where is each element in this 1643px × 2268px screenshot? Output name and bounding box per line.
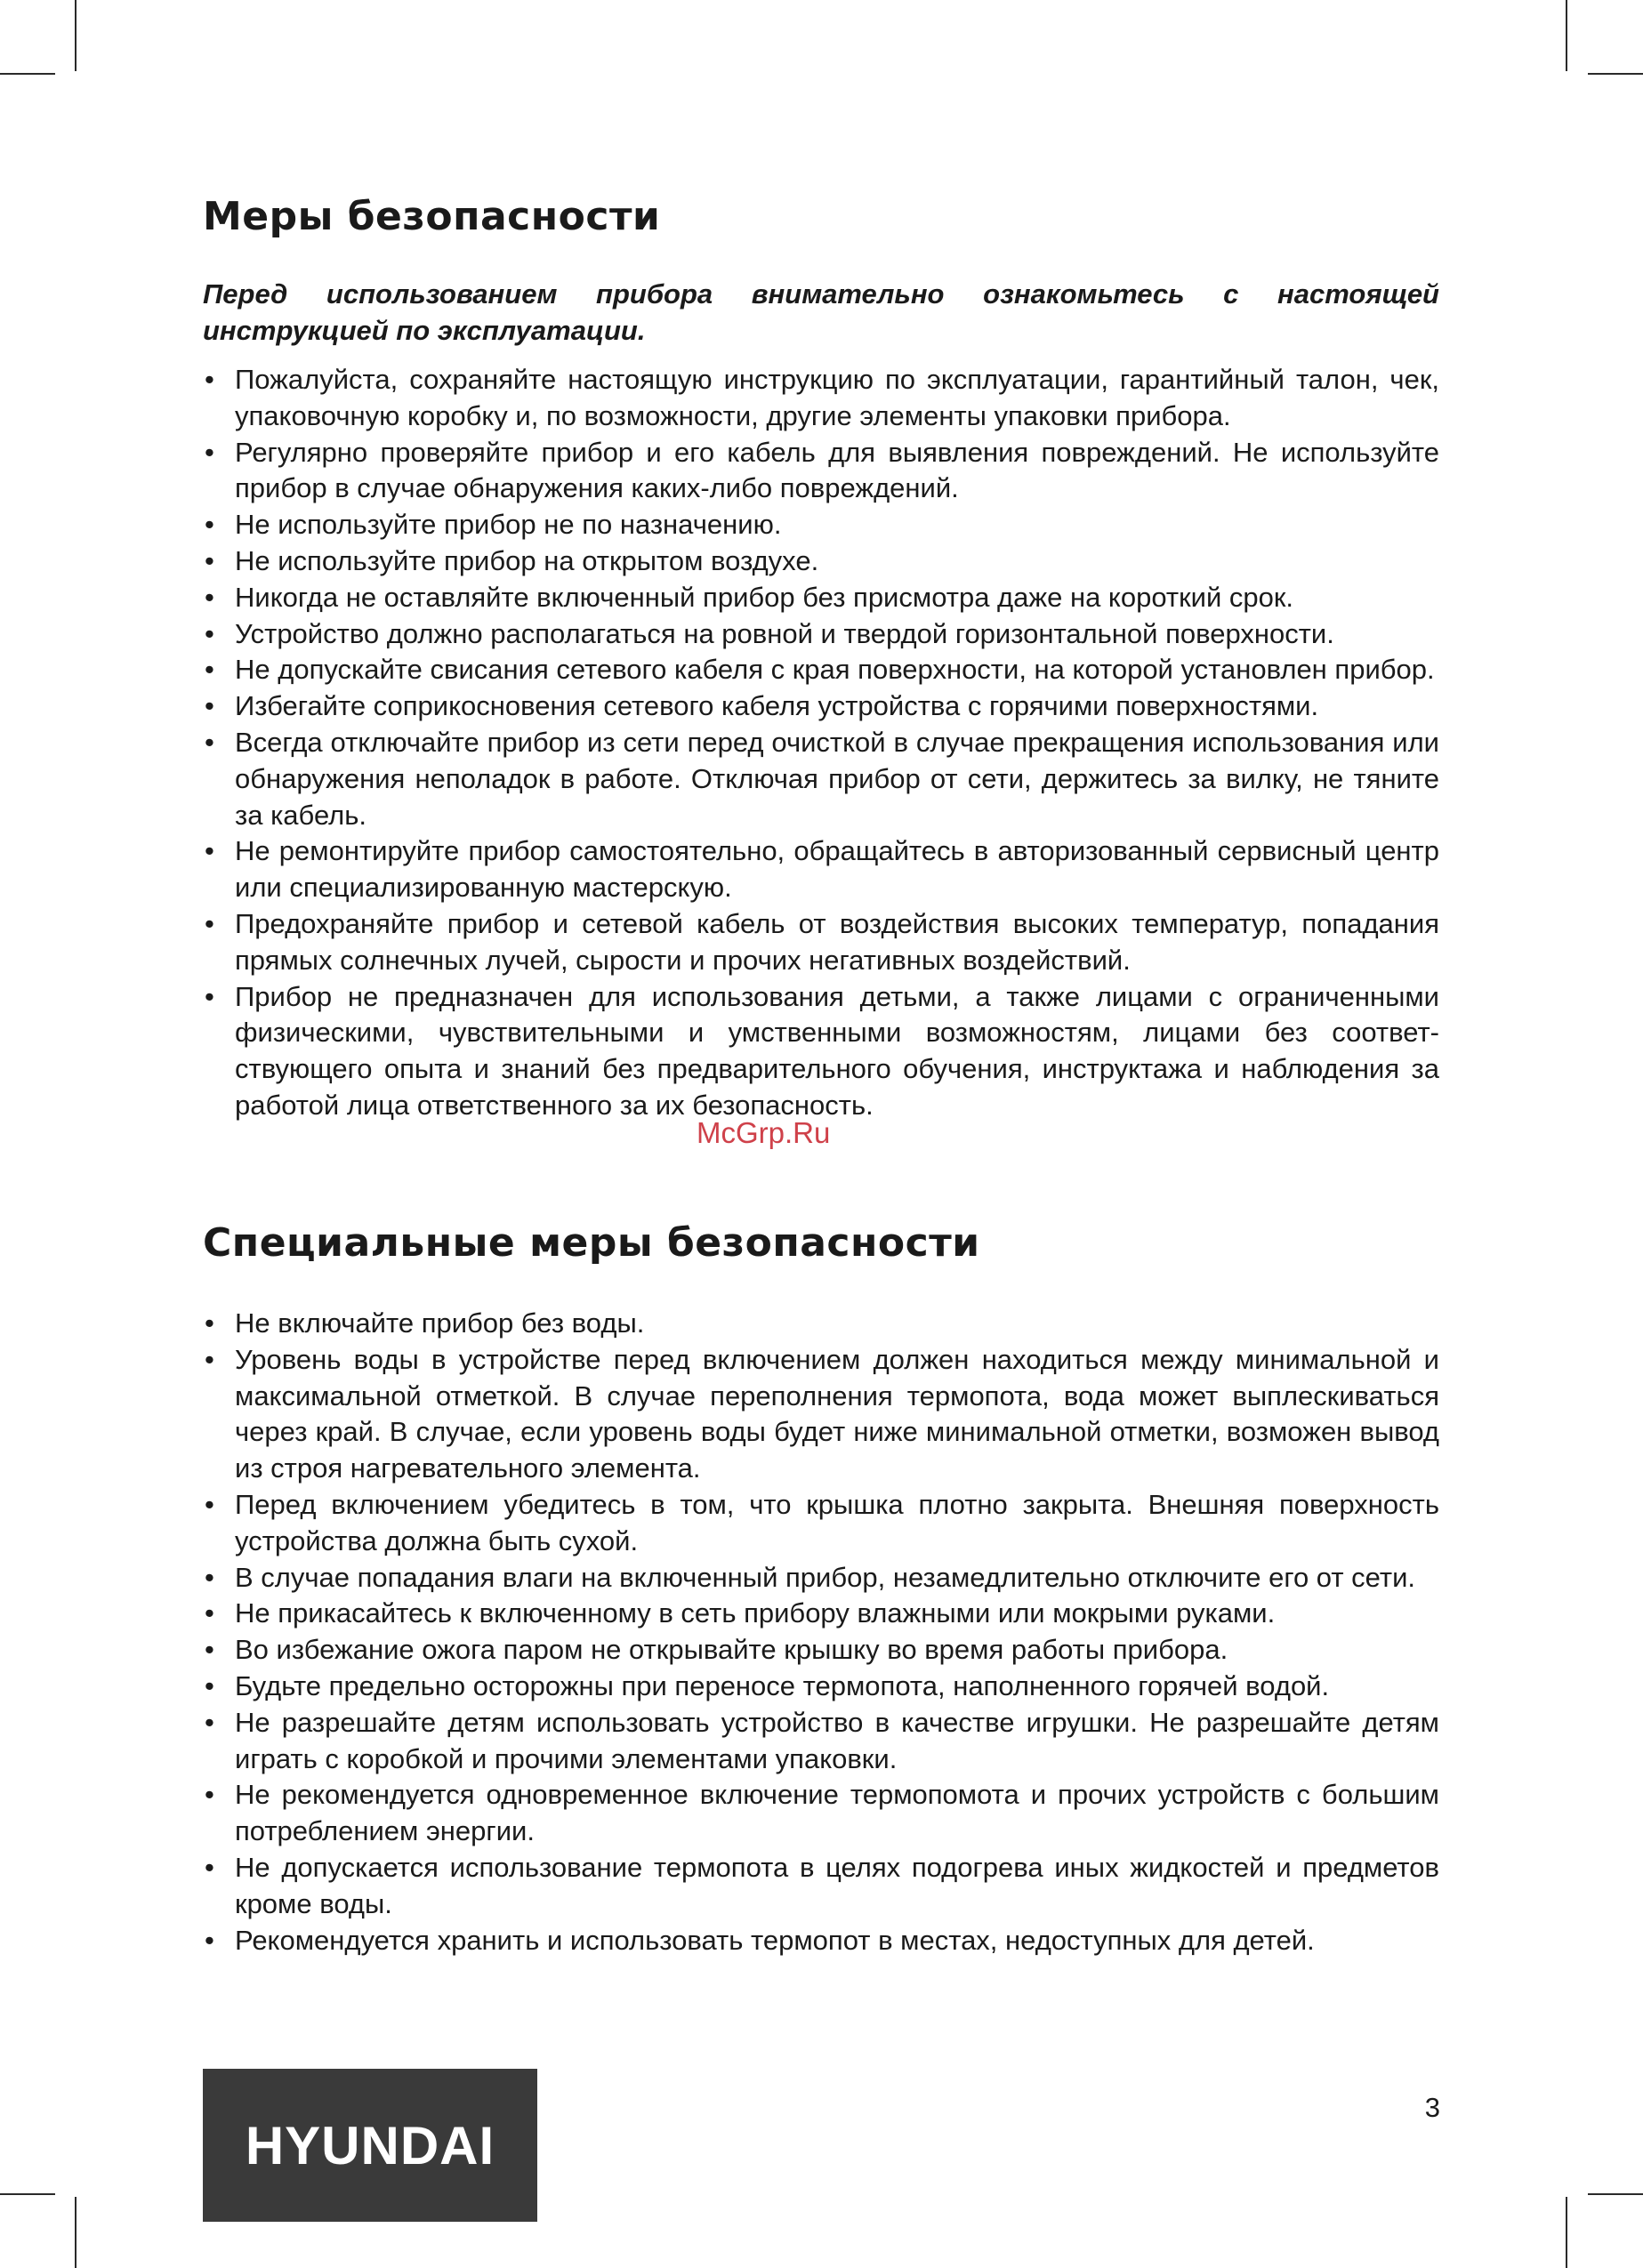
watermark: McGrp.Ru [697,1116,831,1149]
bullet-icon: • [205,1924,214,1956]
bullet-icon: • [205,617,214,649]
crop-mark [0,2193,55,2195]
list-item [203,1632,1439,1669]
crop-mark [75,2197,77,2268]
list-item-text: Прибор не предназначен для использования детьми, а также лицами с ограниченными физическими, чувствительными и умственными возможностям, лицами без соответствующего опыта и знаний без предварительного обучения, инструктажа и наблюдения за работой лица ответственного за их безопасность. [235,980,1439,1121]
list-item [203,616,1439,653]
bullet-icon: • [205,436,214,468]
bullet-icon: • [205,581,214,613]
crop-mark [0,73,55,75]
list-item-text: Рекомендуется хранить и использовать термопот в местах, недоступных для детей. [235,1924,1315,1956]
list-item-text: Не ремонтируйте прибор самостоятельно, обращайтесь в авторизованный сервисный центр или специализированную мастерскую. [235,835,1439,904]
bullet-icon: • [205,980,214,1012]
list-item-text: Не допускайте свисания сетевого кабеля с края поверхности, на которой установлен прибор. [235,654,1435,686]
bullet-icon: • [205,1488,214,1520]
list-item [203,688,1439,725]
list-item [203,652,1439,688]
list-item-text: Уровень воды в устройстве перед включением должен находиться между минимальной и максимальной отметкой. В случае переполнения термопота, вода может выплескиваться через край. В случае, если уровень воды будет ниже минимальной отметки, возможен вывод из строя нагревательного элемента. [235,1343,1439,1484]
crop-mark [75,0,77,71]
bullet-icon: • [205,1634,214,1666]
list-item [203,906,1439,979]
bullet-icon: • [205,1706,214,1738]
bullet-icon: • [205,1307,214,1339]
bullet-icon: • [205,690,214,722]
crop-mark [1588,2193,1643,2195]
brand-logo-text: HYUNDAI [245,2115,495,2176]
bullet-icon: • [205,1669,214,1701]
list-item-text: Не рекомендуется одновременное включение термопомота и прочих устройств с большим потреблением энергии. [235,1779,1439,1847]
list-item-text: Не допускается использование термопота в целях подогрева иных жидкостей и предметов кроме воды. [235,1851,1439,1919]
bullet-icon: • [205,544,214,576]
list-item-text: Не используйте прибор не по назначению. [235,509,782,541]
list-item [203,1596,1439,1632]
list-item-text: Избегайте соприкосновения сетевого кабеля устройства с горячими поверхностями. [235,690,1319,722]
list-item-text: Будьте предельно осторожны при переносе термопота, наполненного горячей водой. [235,1669,1330,1701]
list-item-text: Никогда не оставляйте включенный прибор без присмотра даже на короткий срок. [235,581,1294,613]
page-number: 3 [1424,2092,1440,2123]
list-item-text: Не включайте прибор без воды. [235,1307,645,1339]
list-item [203,507,1439,543]
list-item [203,435,1439,508]
special-safety-list [203,1306,1439,1958]
list-item [203,1705,1439,1778]
list-item-text: В случае попадания влаги на включенный прибор, незамедлительно отключите его от сети. [235,1561,1416,1593]
bullet-icon: • [205,835,214,867]
list-item [203,1306,1439,1342]
bullet-icon: • [205,726,214,758]
bullet-icon: • [205,1561,214,1593]
list-item [203,725,1439,833]
list-item [203,833,1439,906]
list-item [203,1560,1439,1596]
bullet-icon: • [205,1779,214,1811]
list-item [203,1923,1439,1959]
crop-mark [1566,2197,1567,2268]
special-section-title: Специальные меры безопасности [203,1220,980,1266]
list-item-text: Устройство должно располагаться на ровной и твердой горизонтальной поверхности. [235,617,1334,649]
safety-list [203,362,1439,1124]
bullet-icon: • [205,1343,214,1375]
list-item [203,1669,1439,1705]
bullet-icon: • [205,364,214,395]
bullet-icon: • [205,509,214,541]
brand-logo [203,2069,537,2222]
bullet-icon: • [205,907,214,939]
list-item-text: Перед включением убедитесь в том, что крышка плотно закрыта. Внешняя поверхность устройства должна быть сухой. [235,1488,1439,1556]
bullet-icon: • [205,1851,214,1883]
list-item [203,1777,1439,1850]
list-item-text: Не прикасайтесь к включенному в сеть прибору влажными или мокрыми руками. [235,1597,1276,1629]
intro-note: Перед использованием прибора внимательно ознакомьтесь с настоящей инструкцией по эксплуатации. [203,278,1439,346]
list-item-text: Предохраняйте прибор и сетевой кабель от воздействия высоких температур, попадания прямых солнечных лучей, сырости и прочих негативных воздействий. [235,907,1439,976]
list-item-text: Пожалуйста, сохраняйте настоящую инструкцию по эксплуатации, гарантийный талон, чек, упаковочную коробку и, по возможности, другие элементы упаковки прибора. [235,364,1439,431]
list-item-text: Регулярно проверяйте прибор и его кабель для выявления повреждений. Не используйте прибор в случае обнаружения каких-либо повреждений. [235,436,1439,504]
crop-mark [1566,0,1567,71]
list-item-text: Не используйте прибор на открытом воздухе. [235,544,819,576]
list-item [203,580,1439,616]
list-item [203,979,1439,1124]
list-item-text: Всегда отключайте прибор из сети перед очисткой в случае прекращения использования или обнаружения неполадок в работе. Отключая прибор от сети, держитесь за вилку, не тяните за кабель. [235,726,1439,831]
list-item-text: Во избежание ожога паром не открывайте крышку во время работы прибора. [235,1634,1228,1666]
list-item [203,1342,1439,1487]
list-item [203,1850,1439,1923]
list-item [203,362,1439,435]
crop-mark [1588,73,1643,75]
list-item-text: Не разрешайте детям использовать устройство в качестве игрушки. Не разрешайте детям играть с коробкой и прочими элементами упаковки. [235,1706,1439,1774]
bullet-icon: • [205,1597,214,1629]
list-item [203,543,1439,580]
section-title: Меры безопасности [203,194,661,239]
list-item [203,1487,1439,1560]
bullet-icon: • [205,654,214,686]
